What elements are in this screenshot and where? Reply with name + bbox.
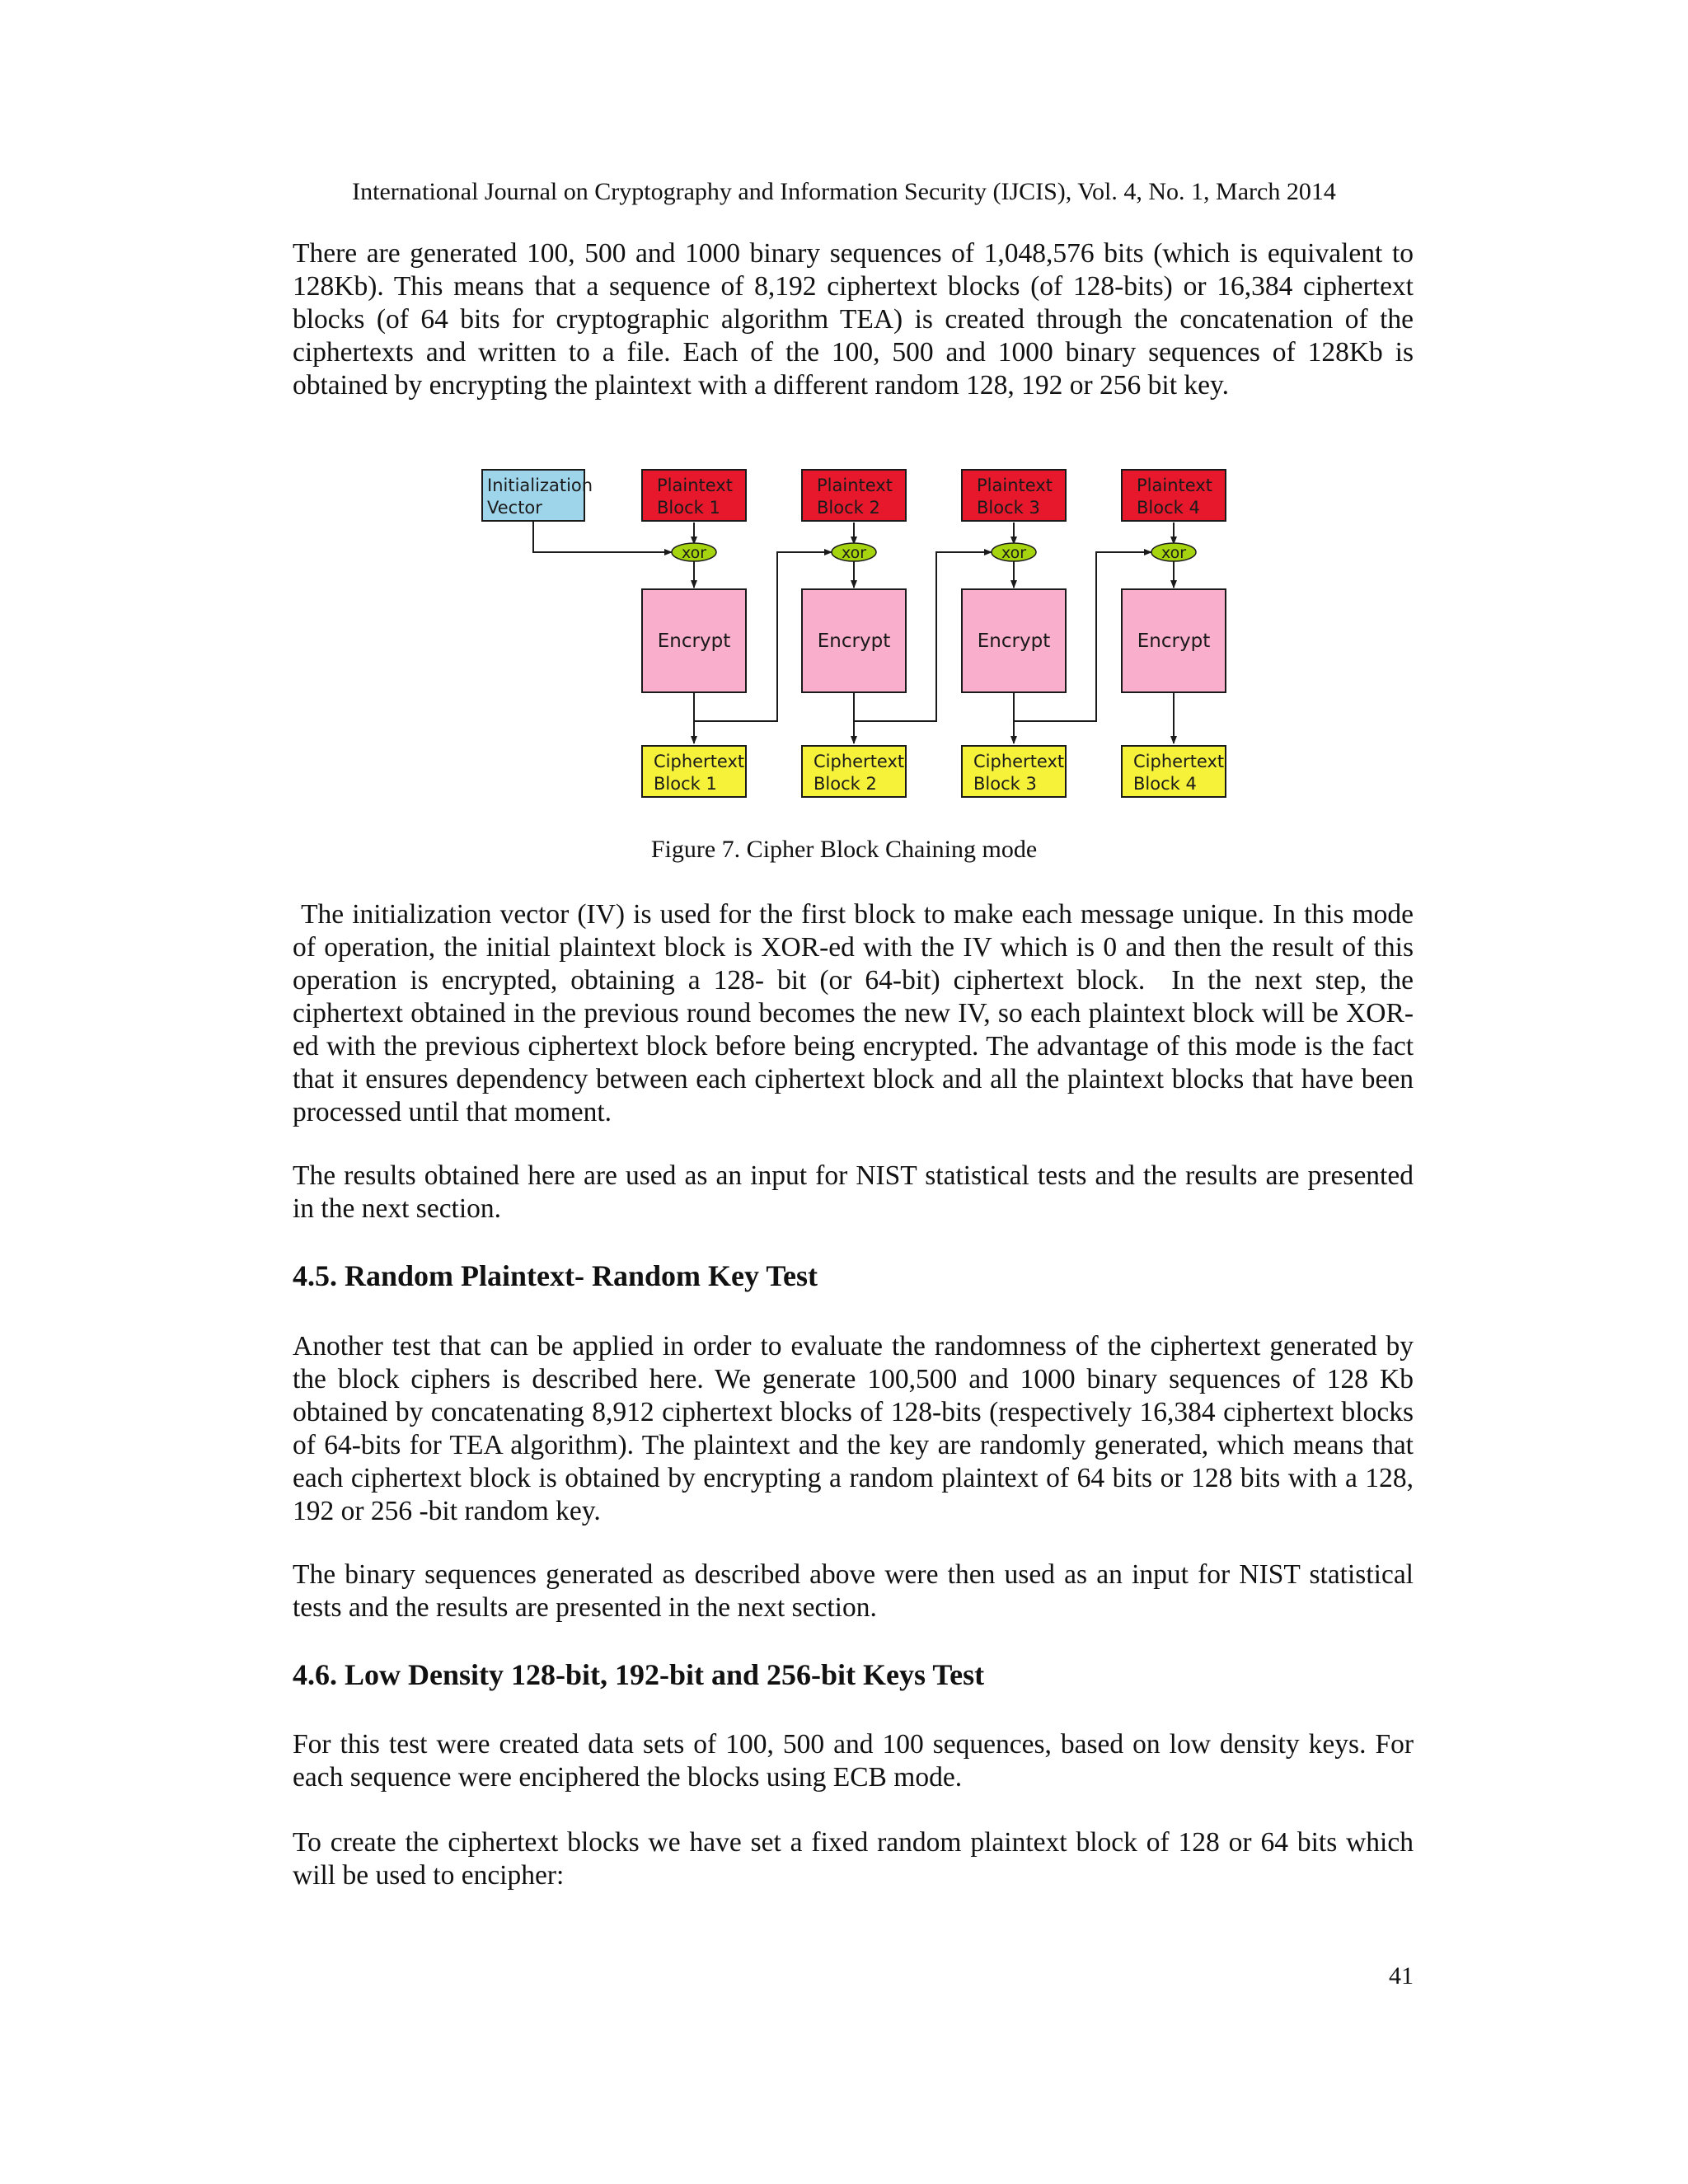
encrypt-4-label: Encrypt [1137, 630, 1211, 652]
ciphertext-3-label-line2: Block 3 [973, 774, 1037, 794]
plaintext-2-label-line2: Block 2 [817, 498, 880, 518]
ciphertext-block-4 [1122, 746, 1226, 797]
ciphertext-block-2 [802, 746, 906, 797]
plaintext-block-2 [802, 470, 906, 521]
section-heading-4-6: 4.6. Low Density 128-bit, 192-bit and 256-bit Keys Test [293, 1658, 985, 1691]
xor-node-1 [672, 543, 716, 562]
paragraph-6: For this test were created data sets of 100, 500 and 100 sequences, based on low density keys. For each sequence were enciphered the blocks using ECB mode. [293, 1729, 1414, 1793]
xor-3-label: xor [1001, 544, 1027, 562]
xor-2-label: xor [841, 544, 867, 562]
encrypt-block-3 [962, 589, 1066, 692]
cbc-diagram [474, 463, 1232, 809]
paragraph-2: The initialization vector (IV) is used for the first block to make each message unique. In this mode of operation, the initial plaintext block is XOR-ed with the IV which is 0 and then the result of this operation is encrypted, obtaining a 128- bit (or 64-bit) ciphertext block. In the next step, the ciphertext obtained in the previous round becomes the new IV, so each plaintext block will be XOR-ed with the previous ciphertext block before being encrypted. The advantage of this mode is the fact that it ensures dependency between each ciphertext block and all the plaintext blocks that have been processed until that moment. [293, 899, 1421, 1127]
iv-box [482, 470, 593, 521]
paragraph-7: To create the ciphertext blocks we have set a fixed random plaintext block of 128 or 64 bits which will be used to encipher: [293, 1827, 1414, 1891]
ciphertext-4-label-line1: Ciphertext [1133, 752, 1225, 771]
xor-node-3 [992, 543, 1036, 562]
encrypt-block-1 [642, 589, 746, 692]
plaintext-4-label-line1: Plaintext [1137, 476, 1212, 495]
paragraph-5: The binary sequences generated as described above were then used as an input for NIST statistical tests and the results are presented in the next section. [293, 1559, 1414, 1623]
plaintext-1-label-line2: Block 1 [657, 498, 720, 518]
encrypt-block-2 [802, 589, 906, 692]
plaintext-3-label-line1: Plaintext [977, 476, 1053, 495]
plaintext-4-label-line2: Block 4 [1137, 498, 1200, 518]
ciphertext-block-1 [642, 746, 746, 797]
ciphertext-1-label-line2: Block 1 [654, 774, 717, 794]
encrypt-2-label: Encrypt [817, 630, 891, 652]
encrypt-3-label: Encrypt [977, 630, 1051, 652]
figure-caption: Figure 7. Cipher Block Chaining mode [650, 836, 1038, 863]
section-heading-4-5: 4.5. Random Plaintext- Random Key Test [293, 1259, 818, 1292]
paragraph-3: The results obtained here are used as an input for NIST statistical tests and the results are presented in the next section. [293, 1160, 1414, 1224]
ciphertext-1-label-line1: Ciphertext [654, 752, 745, 771]
xor-node-2 [832, 543, 876, 562]
encrypt-block-4 [1122, 589, 1226, 692]
plaintext-block-4 [1122, 470, 1226, 521]
xor-4-label: xor [1160, 544, 1187, 562]
plaintext-block-3 [962, 470, 1066, 521]
ciphertext-block-3 [962, 746, 1066, 797]
paragraph-1: There are generated 100, 500 and 1000 binary sequences of 1,048,576 bits (which is equivalent to 128Kb). This means that a sequence of 8,192 ciphertext blocks (of 128-bits) or 16,384 ciphertext blocks (of 64 bits for cryptographic algorithm TEA) is created through the concatenation of the ciphertexts and written to a file. Each of the 100, 500 and 1000 binary sequences of 128Kb is obtained by encrypting the plaintext with a different random 128, 192 or 256 bit key. [293, 238, 1414, 401]
plaintext-1-label-line1: Plaintext [657, 476, 733, 495]
iv-label-line1: Initialization [487, 476, 593, 495]
ciphertext-3-label-line1: Ciphertext [973, 752, 1065, 771]
plaintext-block-1 [642, 470, 746, 521]
iv-label-line2: Vector [487, 498, 542, 518]
ciphertext-4-label-line2: Block 4 [1133, 774, 1197, 794]
journal-header: International Journal on Cryptography and Information Security (IJCIS), Vol. 4, No. 1, March 2014 [352, 178, 1336, 205]
plaintext-3-label-line2: Block 3 [977, 498, 1040, 518]
ciphertext-2-label-line1: Ciphertext [814, 752, 905, 771]
plaintext-2-label-line1: Plaintext [817, 476, 893, 495]
xor-1-label: xor [681, 544, 707, 562]
ciphertext-2-label-line2: Block 2 [814, 774, 877, 794]
page-number: 41 [1389, 1962, 1414, 1990]
encrypt-1-label: Encrypt [657, 630, 731, 652]
paragraph-4: Another test that can be applied in order to evaluate the randomness of the ciphertext generated by the block ciphers is described here. We generate 100,500 and 1000 binary sequences of 128 Kb obtained by concatenating 8,912 ciphertext blocks of 128-bits (respectively 16,384 ciphertext blocks of 64-bits for TEA algorithm). The plaintext and the key are randomly generated, which means that each ciphertext block is obtained by encrypting a random plaintext of 64 bits or 128 bits with a 128, 192 or 256 -bit random key. [293, 1331, 1414, 1526]
xor-node-4 [1151, 543, 1196, 562]
